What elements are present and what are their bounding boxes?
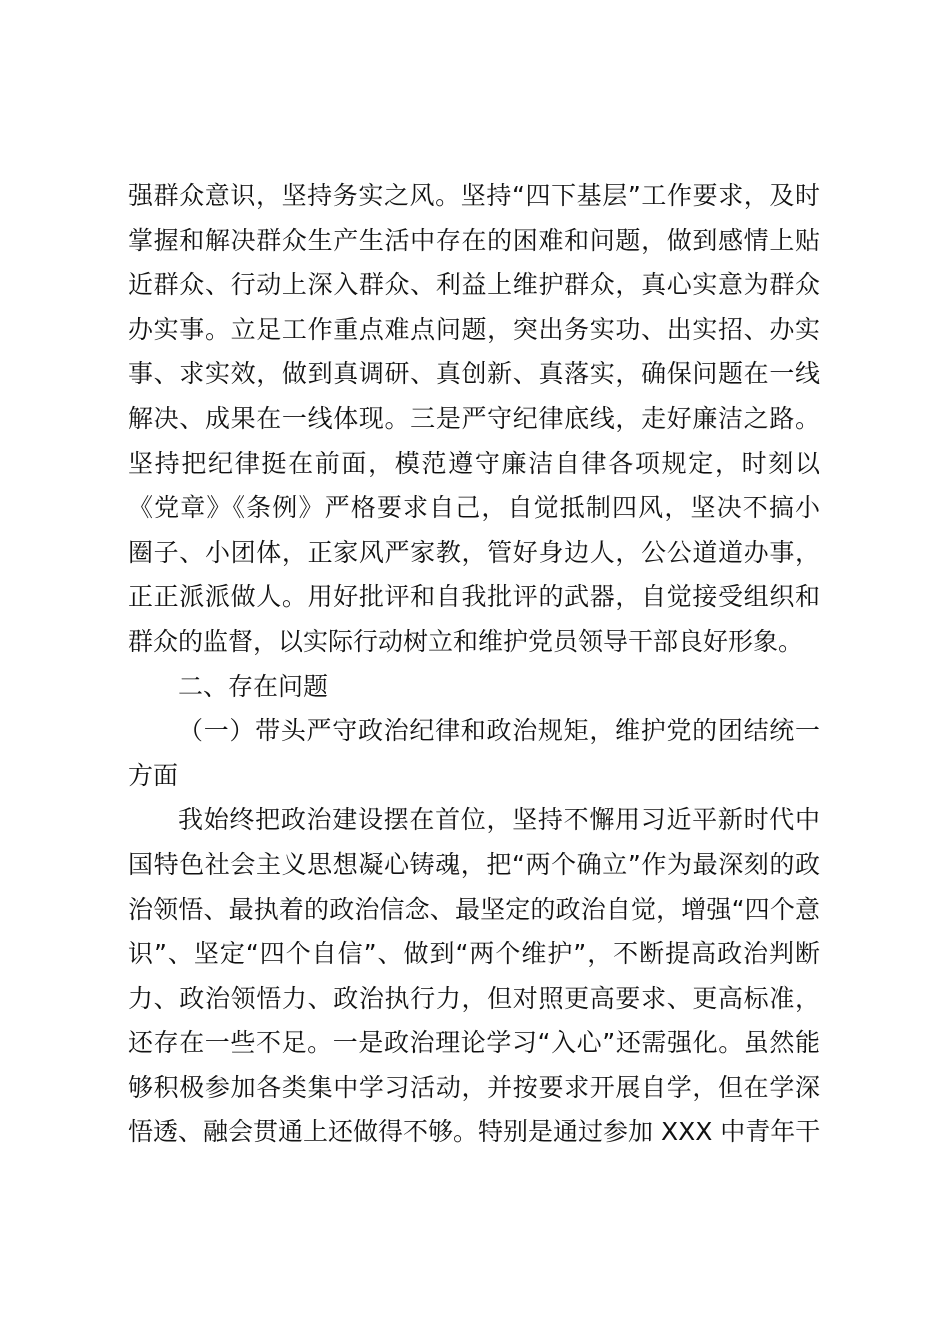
- text-line-17: 治领悟、最执着的政治信念、最坚定的政治自觉，增强“四个意: [128, 894, 820, 924]
- text-line-10: 正正派派做人。用好批评和自我批评的武器，自觉接受组织和: [128, 582, 820, 612]
- text-line-2: 掌握和解决群众生产生活中存在的困难和问题，做到感情上贴: [128, 225, 820, 255]
- text-line-4: 办实事。立足工作重点难点问题，突出务实功、出实招、办实: [128, 314, 820, 344]
- text-line-18: 识”、坚定“四个自信”、做到“两个维护”，不断提高政治判断: [128, 939, 820, 969]
- section-heading: 二、存在问题: [178, 671, 329, 701]
- text-line-9: 圈子、小团体，正家风严家教，管好身边人，公公道道办事，: [128, 537, 820, 567]
- text-line-5: 事、求实效，做到真调研、真创新、真落实，确保问题在一线: [128, 359, 820, 389]
- text-line-3: 近群众、行动上深入群众、利益上维护群众，真心实意为群众: [128, 270, 820, 300]
- text-line-7: 坚持把纪律挺在前面，模范遵守廉洁自律各项规定，时刻以: [128, 448, 820, 478]
- text-line-22: 悟透、融会贯通上还做得不够。特别是通过参加 XXX 中青年干: [128, 1117, 820, 1147]
- text-line-15: 我始终把政治建设摆在首位，坚持不懈用习近平新时代中: [178, 805, 820, 835]
- text-line-6: 解决、成果在一线体现。三是严守纪律底线，走好廉洁之路。: [128, 403, 820, 433]
- text-line-21: 够积极参加各类集中学习活动，并按要求开展自学，但在学深: [128, 1072, 820, 1102]
- text-line-11: 群众的监督，以实际行动树立和维护党员领导干部良好形象。: [128, 626, 804, 656]
- document-body: [128, 174, 820, 1155]
- text-line-1: 强群众意识，坚持务实之风。坚持“四下基层”工作要求，及时: [128, 181, 820, 210]
- text-line-16: 国特色社会主义思想凝心铸魂，把“两个确立”作为最深刻的政: [128, 849, 820, 879]
- text-line-8: 《党章》《条例》严格要求自己，自觉抵制四风，坚决不搞小: [128, 493, 820, 523]
- subsection-heading-line-1: （一）带头严守政治纪律和政治规矩，维护党的团结统一: [178, 716, 820, 746]
- subsection-heading-line-2: 方面: [128, 760, 179, 790]
- text-line-20: 还存在一些不足。一是政治理论学习“入心”还需强化。虽然能: [128, 1028, 820, 1058]
- text-line-19: 力、政治领悟力、政治执行力，但对照更高要求、更高标准，: [128, 983, 820, 1013]
